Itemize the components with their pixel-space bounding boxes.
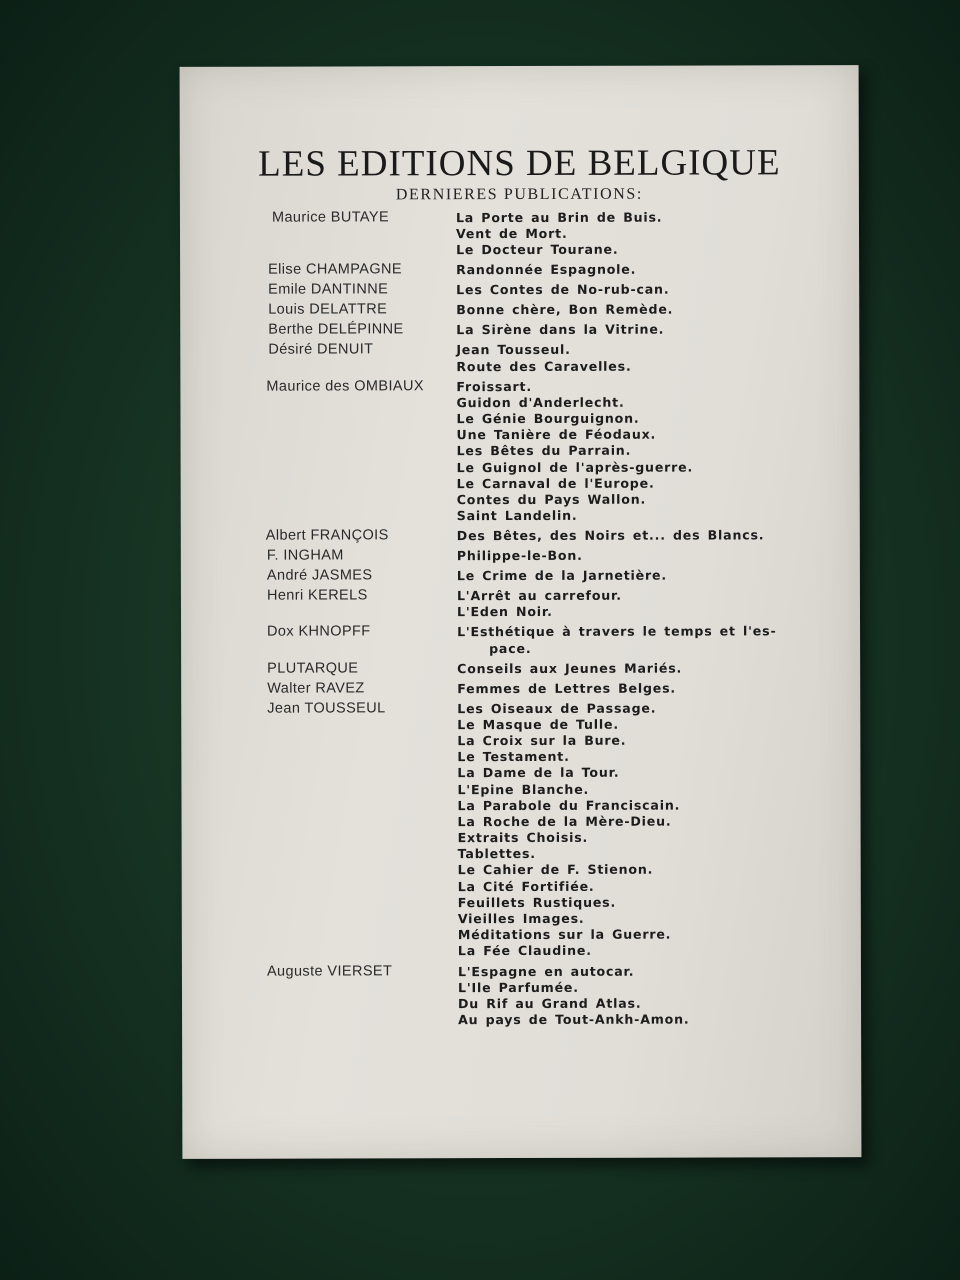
book-title: Le Cahier de F. Stienon.: [457, 862, 654, 878]
book-title: Vieilles Images.: [457, 910, 585, 927]
author-name: F. INGHAM: [266, 547, 344, 564]
book-title: L'Ile Parfumée.: [457, 979, 579, 995]
catalog-entry: [181, 680, 860, 698]
book-title: La Fée Claudine.: [457, 943, 592, 959]
book-title: Tablettes.: [457, 846, 536, 862]
catalog-entry: [180, 262, 859, 280]
book-title-list: [456, 342, 631, 375]
book-title: pace.: [489, 640, 532, 656]
book-title: Guidon d'Anderlecht.: [456, 394, 625, 410]
author-name: Désiré DENUIT: [268, 341, 374, 359]
catalog-entry: [180, 209, 859, 259]
book-title: Les Oiseaux de Passage.: [457, 700, 657, 716]
catalog-entry: [180, 378, 859, 526]
publications-heading: DERNIERES PUBLICATIONS:: [395, 185, 643, 204]
author-name: Dox KHNOPFF: [267, 623, 371, 641]
book-title: Au pays de Tout-Ankh-Amon.: [458, 1011, 690, 1028]
book-title: Méditations sur la Guerre.: [457, 926, 672, 943]
catalog-entry: [180, 322, 859, 340]
book-title: Saint Landelin.: [456, 507, 578, 524]
author-name: Albert FRANÇOIS: [265, 527, 389, 544]
book-title: Froissart.: [456, 378, 532, 394]
publisher-title: LES EDITIONS DE BELGIQUE: [258, 142, 781, 185]
catalog-entry: [181, 624, 860, 658]
book-title: Randonnée Espagnole.: [456, 262, 637, 278]
book-title: Vent de Mort.: [455, 226, 568, 242]
book-title: Conseils aux Jeunes Mariés.: [457, 660, 683, 676]
book-title: La Sirène dans la Vitrine.: [456, 322, 665, 338]
book-title: L'Esthétique à travers le temps et l'es-: [457, 623, 777, 640]
catalog-entry: [180, 342, 859, 376]
book-title: Bonne chère, Bon Remède.: [456, 301, 674, 318]
author-name: Emile DANTINNE: [268, 281, 389, 299]
book-title: Le Testament.: [457, 749, 570, 765]
book-title: L'Arrêt au carrefour.: [456, 587, 622, 604]
book-title-list: [456, 282, 669, 299]
book-title: Le Carnaval de l'Europe.: [456, 475, 655, 491]
author-name: Louis DELATTRE: [268, 301, 388, 319]
catalog-entry: [181, 567, 860, 585]
catalog-entry: [181, 660, 860, 678]
book-title-list: [456, 262, 636, 279]
book-title-list: [457, 588, 622, 621]
book-title-list: [457, 624, 777, 657]
book-title-list: [458, 963, 690, 1028]
book-title: La Roche de la Mère-Dieu.: [457, 813, 672, 830]
book-title: Femmes de Lettres Belges.: [457, 680, 676, 696]
author-name: Jean TOUSSEUL: [267, 699, 386, 717]
publication-catalog: [180, 209, 859, 1028]
book-title: Le Docteur Tourane.: [456, 242, 619, 258]
book-title: Le Guignol de l'après-guerre.: [456, 459, 694, 475]
book-back-cover: [180, 65, 862, 1159]
book-title: Les Contes de No-rub-can.: [456, 281, 670, 298]
author-name: André JASMES: [266, 567, 373, 584]
book-title: La Parabole du Franciscain.: [457, 797, 681, 813]
book-title: Philippe-le-Bon.: [456, 548, 583, 564]
book-title: La Porte au Brin de Buis.: [455, 209, 663, 226]
book-title: Le Génie Bourguignon.: [456, 410, 640, 427]
author-name: PLUTARQUE: [267, 660, 359, 677]
author-name: Maurice des OMBIAUX: [266, 377, 424, 395]
catalog-entry: [182, 963, 861, 1030]
author-name: Auguste VIERSET: [266, 962, 393, 980]
book-title-list: [457, 660, 682, 677]
book-title: Route des Caravelles.: [456, 358, 632, 374]
book-title-list: [457, 680, 676, 697]
catalog-entry: [180, 302, 859, 320]
book-title-list: [456, 302, 673, 319]
catalog-entry: [181, 527, 860, 545]
book-title-list: [456, 378, 693, 524]
book-title-list: [456, 210, 663, 259]
catalog-entry: [181, 700, 861, 961]
book-title: L'Eden Noir.: [456, 604, 553, 620]
author-name: Maurice BUTAYE: [271, 209, 390, 226]
book-title: Jean Tousseul.: [456, 342, 571, 358]
book-title: La Cité Fortifiée.: [457, 878, 595, 894]
author-name: Walter RAVEZ: [267, 680, 365, 697]
catalog-entry: [180, 282, 859, 300]
book-title: Les Bêtes du Parrain.: [456, 443, 632, 459]
book-title-list: [457, 548, 583, 565]
book-title-list: [457, 528, 765, 545]
book-title-list: [457, 568, 667, 585]
book-title: L'Espagne en autocar.: [457, 963, 635, 979]
author-name: Berthe DELÉPINNE: [268, 321, 404, 339]
book-title: La Croix sur la Bure.: [457, 732, 627, 749]
book-title: Le Crime de la Jarnetière.: [456, 567, 667, 584]
book-title: La Dame de la Tour.: [457, 765, 620, 781]
book-title-list: [456, 322, 664, 339]
book-title: Du Rif au Grand Atlas.: [458, 995, 642, 1012]
book-title: Le Masque de Tulle.: [457, 716, 619, 732]
book-title: L'Epine Blanche.: [457, 781, 590, 797]
book-title: Extraits Choisis.: [457, 829, 589, 846]
book-title: Feuillets Rustiques.: [457, 894, 617, 911]
author-name: Elise CHAMPAGNE: [268, 261, 402, 279]
author-name: Henri KERELS: [266, 587, 368, 604]
book-title-list: [457, 700, 680, 960]
catalog-entry: [181, 547, 860, 565]
book-title: Contes du Pays Wallon.: [456, 491, 647, 508]
catalog-entry: [181, 587, 860, 621]
book-title: Des Bêtes, des Noirs et... des Blancs.: [456, 527, 765, 544]
book-title: Une Tanière de Féodaux.: [456, 426, 657, 443]
